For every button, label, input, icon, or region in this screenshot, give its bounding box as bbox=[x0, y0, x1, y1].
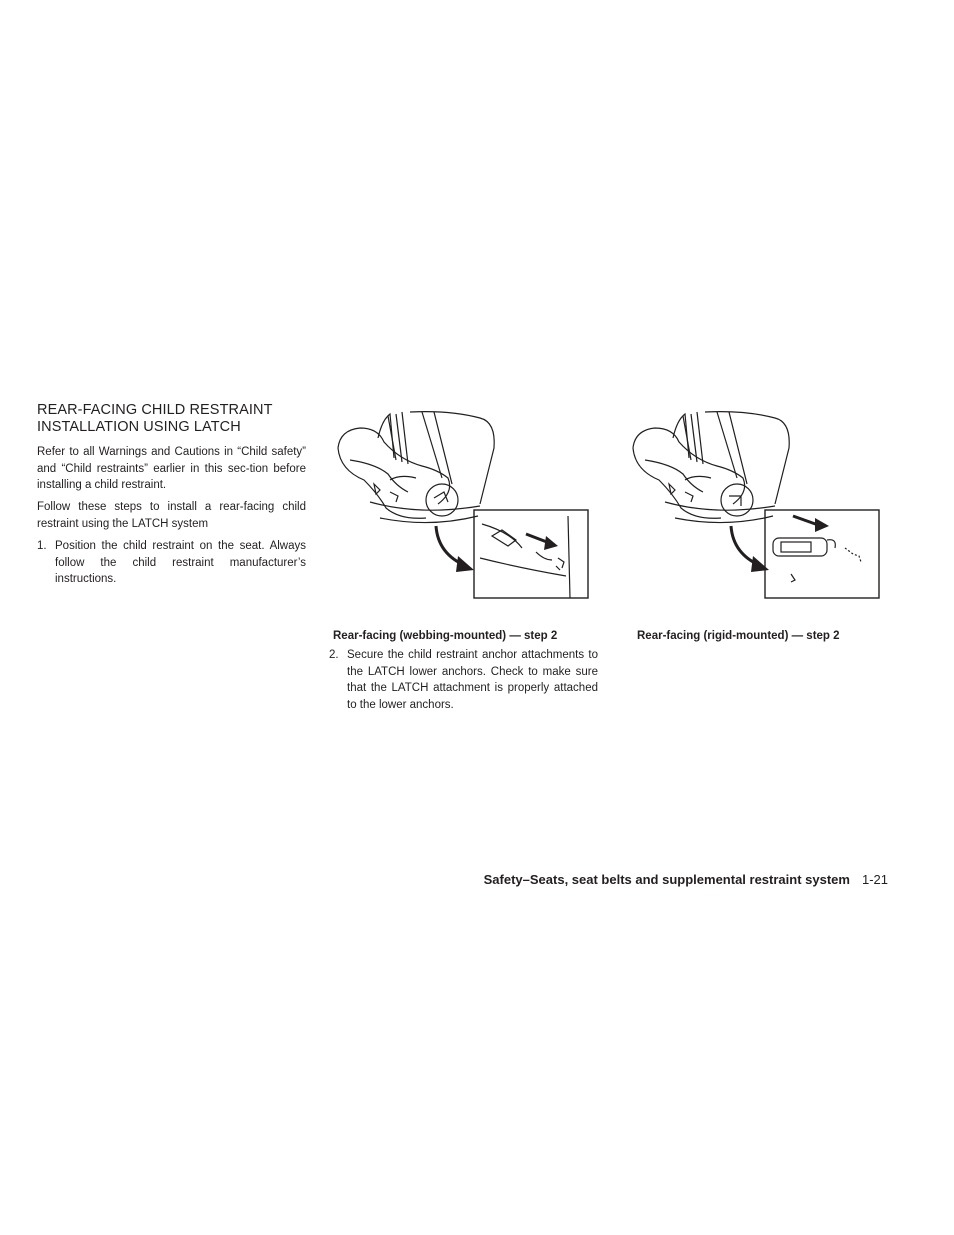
step-number: 2. bbox=[329, 649, 339, 661]
step-number: 1. bbox=[37, 540, 47, 552]
step-text: Secure the child restraint anchor attachments to the LATCH lower anchors. Check to make sure that the LATCH attachment is properly attached to the lower anchors. bbox=[347, 649, 598, 711]
figure-caption-webbing: Rear-facing (webbing-mounted) — step 2 bbox=[333, 630, 558, 642]
rigid-mounted-illustration bbox=[625, 408, 887, 604]
footer-chapter-title: Safety–Seats, seat belts and supplemental restraint system bbox=[483, 872, 850, 887]
webbing-mounted-illustration bbox=[330, 408, 592, 604]
section-title-line2: INSTALLATION USING LATCH bbox=[37, 419, 241, 435]
follow-steps-paragraph: Follow these steps to install a rear-facing child restraint using the LATCH system bbox=[37, 501, 306, 530]
step-text: Position the child restraint on the seat. Always follow the child restraint manufacturer’s instructions. bbox=[55, 540, 306, 585]
step-1 bbox=[37, 538, 306, 588]
step-2 bbox=[329, 647, 598, 713]
section-title bbox=[37, 402, 317, 436]
page-footer bbox=[484, 872, 888, 887]
page-number: 1-21 bbox=[861, 872, 888, 887]
figure-caption-rigid: Rear-facing (rigid-mounted) — step 2 bbox=[637, 630, 840, 642]
intro-paragraph: Refer to all Warnings and Cautions in “Child safety” and “Child restraints” earlier in this sec-tion before installing a child restraint. bbox=[37, 446, 306, 491]
section-title-line1: REAR-FACING CHILD RESTRAINT bbox=[37, 402, 273, 418]
